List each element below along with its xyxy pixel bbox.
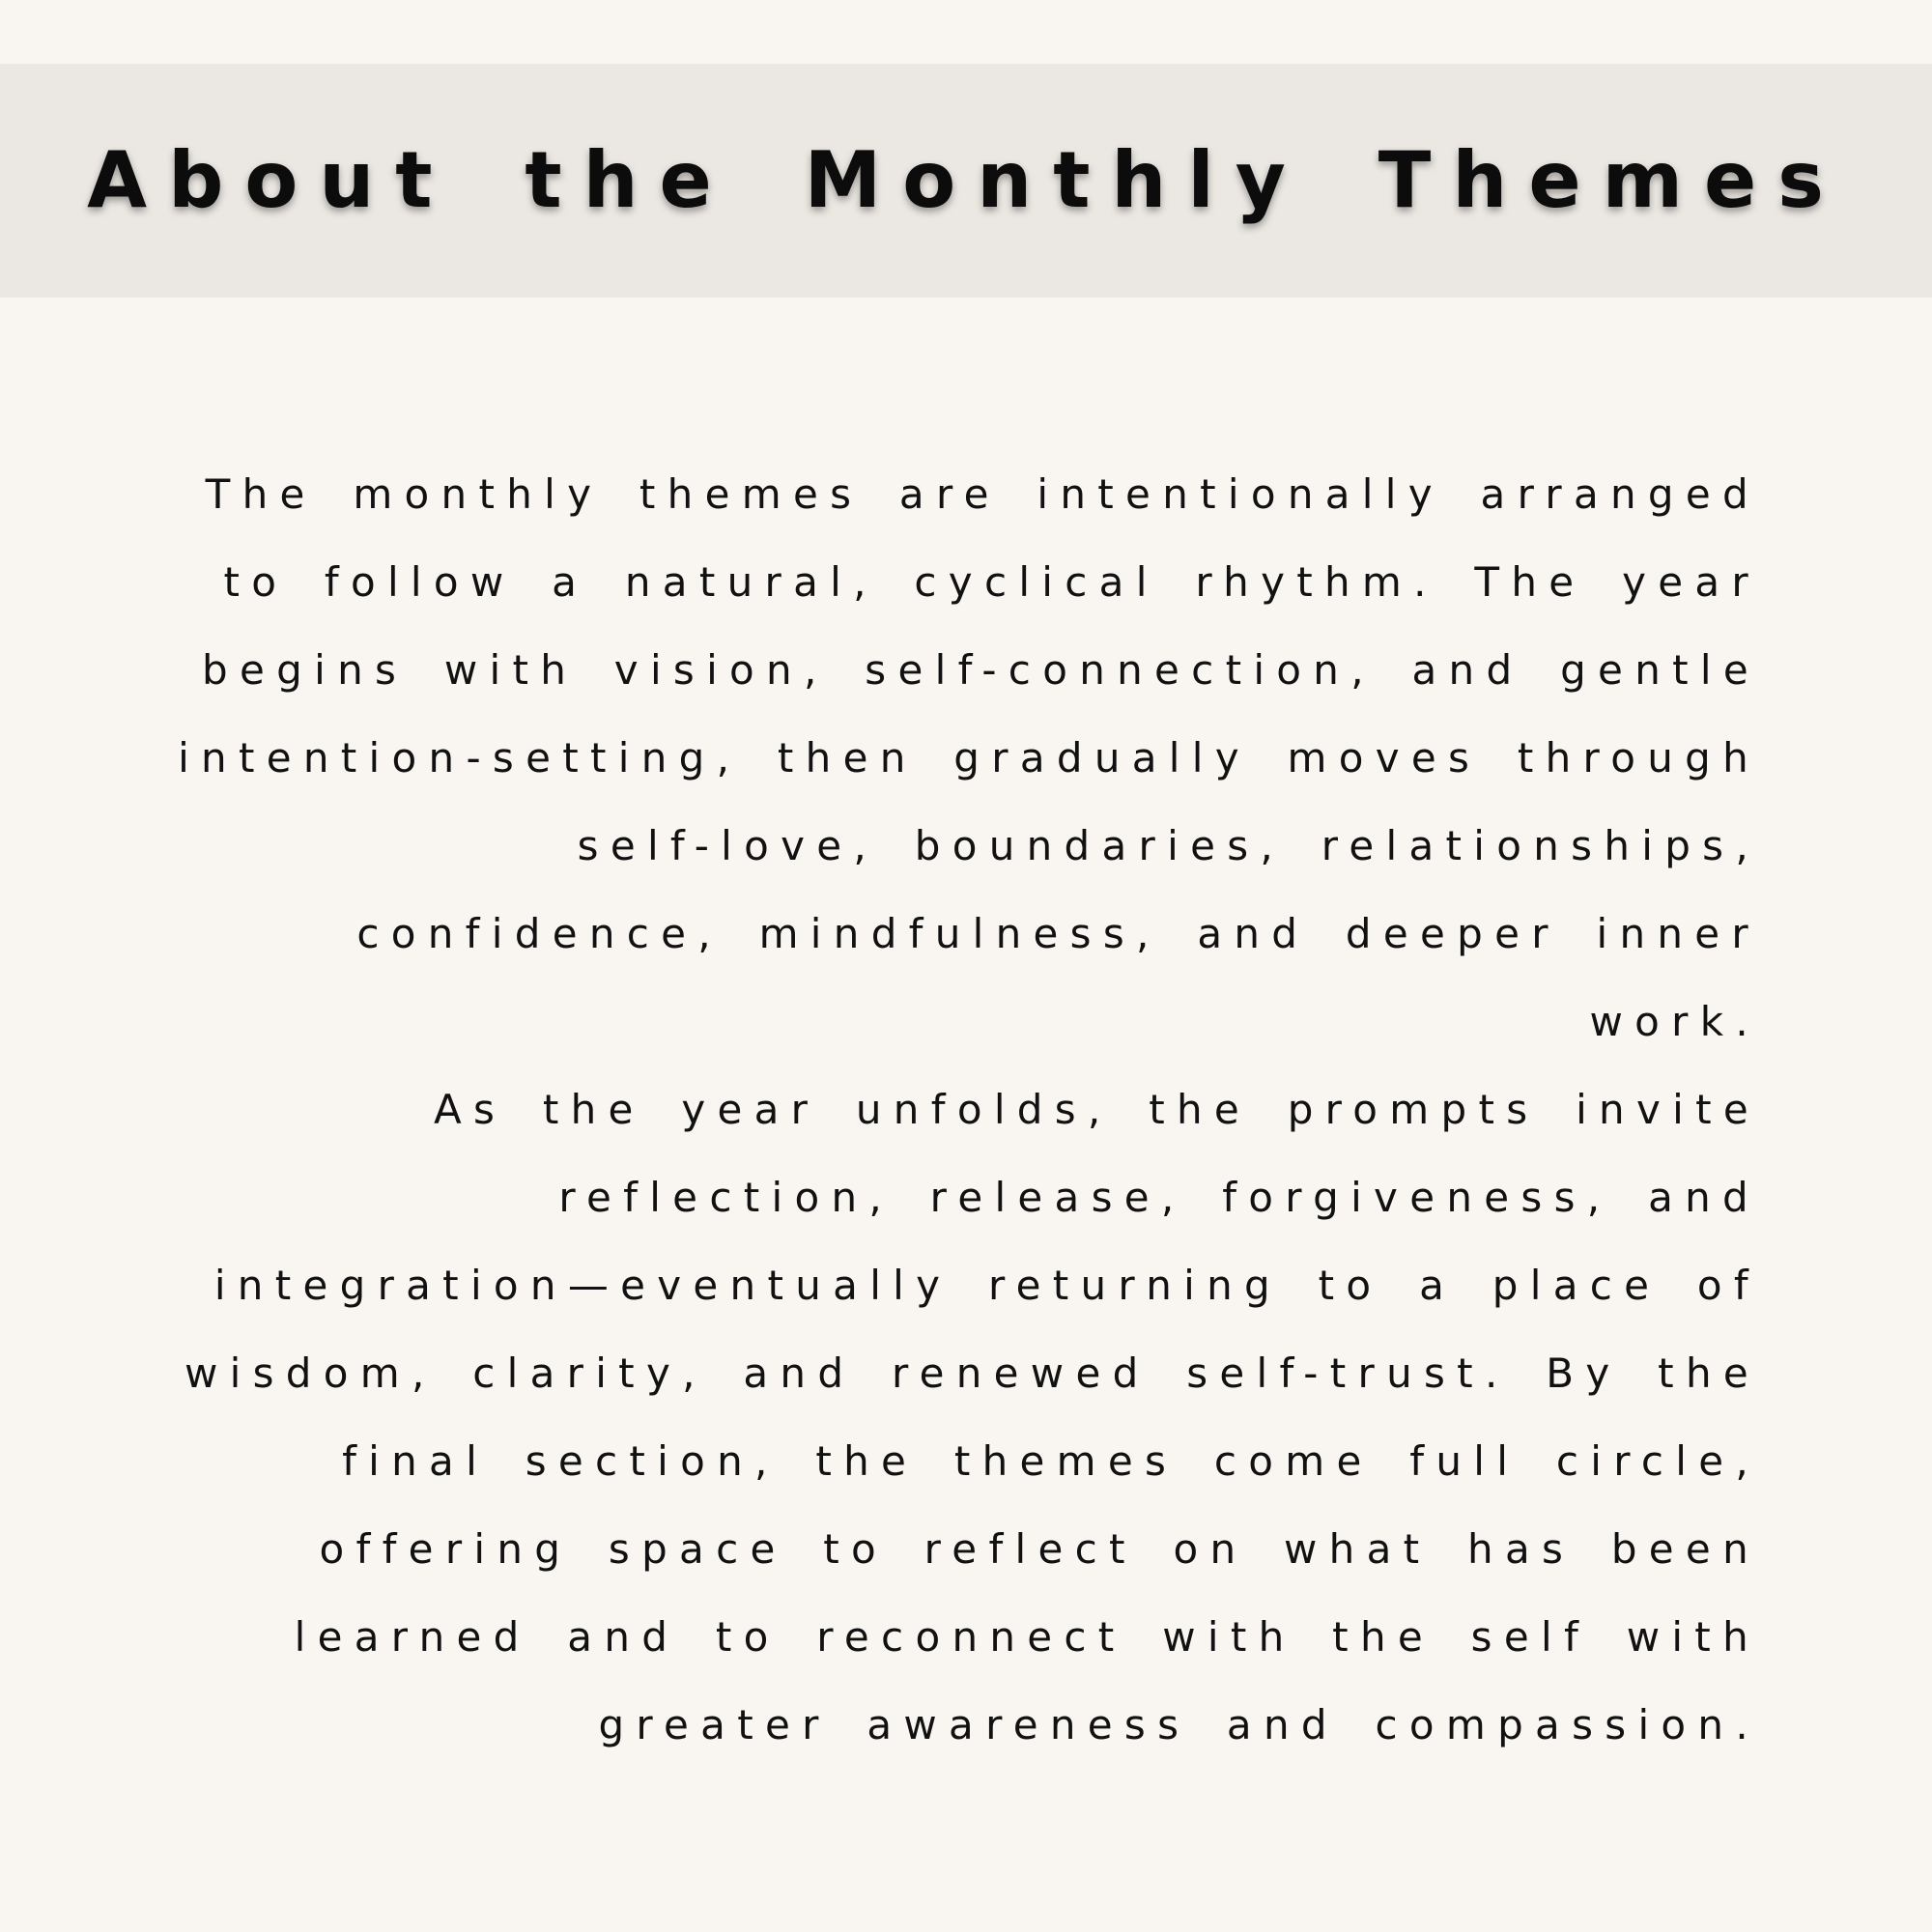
body-line: offering space to reflect on what has been	[319, 1525, 1760, 1573]
body-line: final section, the themes come full circle,	[342, 1437, 1760, 1485]
body-line: work.	[1589, 998, 1760, 1045]
body-line: wisdom, clarity, and renewed self-trust. By the	[184, 1350, 1760, 1397]
body-line: self-love, boundaries, relationships,	[577, 822, 1760, 869]
body-line: reflection, release, forgiveness, and	[558, 1174, 1760, 1221]
body-text	[118, 450, 1760, 1769]
body-line: As the year unfolds, the prompts invite	[434, 1086, 1760, 1133]
body-line: greater awareness and compassion.	[598, 1701, 1760, 1748]
body-line: learned and to reconnect with the self with	[294, 1613, 1760, 1661]
body-line: begins with vision, self-connection, and gentle	[202, 646, 1760, 694]
body-line: to follow a natural, cyclical rhythm. The year	[223, 558, 1760, 606]
body-line: confidence, mindfulness, and deeper inner	[356, 910, 1760, 957]
body-line: integration—eventually returning to a place of	[213, 1262, 1760, 1309]
page-title: About the Monthly Themes	[87, 135, 1845, 225]
body-line: The monthly themes are intentionally arranged	[205, 470, 1760, 518]
body-line: intention-setting, then gradually moves through	[178, 734, 1760, 781]
